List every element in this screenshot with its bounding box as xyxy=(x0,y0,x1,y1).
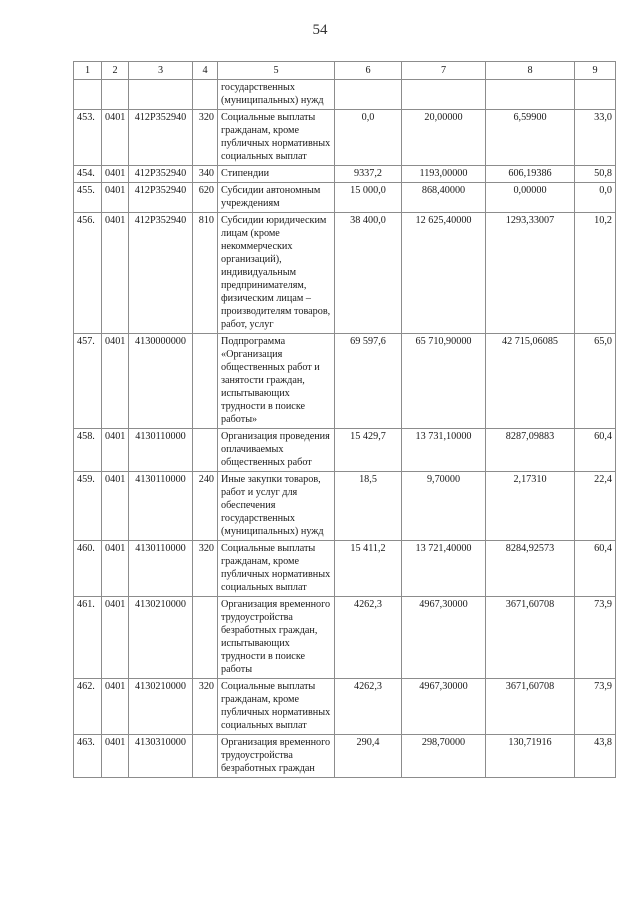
plan-amount-cell: 868,40000 xyxy=(402,183,486,213)
approved-amount-cell: 15 000,0 xyxy=(335,183,402,213)
expense-kind-cell xyxy=(193,334,218,429)
section-code-cell: 0401 xyxy=(102,597,129,679)
executed-amount-cell: 6,59900 xyxy=(486,110,575,166)
execution-percent-cell: 50,8 xyxy=(575,166,616,183)
section-code-cell: 0401 xyxy=(102,110,129,166)
header-cell: 7 xyxy=(402,62,486,80)
item-name-cell: Социальные выплаты гражданам, кроме публичных нормативных социальных выплат xyxy=(218,541,335,597)
executed-amount-cell: 606,19386 xyxy=(486,166,575,183)
header-cell: 3 xyxy=(129,62,193,80)
row-number-cell: 458. xyxy=(74,429,102,472)
row-number-cell: 460. xyxy=(74,541,102,597)
target-code-cell: 4130110000 xyxy=(129,541,193,597)
table-row xyxy=(74,166,616,183)
item-name-cell: Субсидии автономным учреждениям xyxy=(218,183,335,213)
executed-amount-cell: 1293,33007 xyxy=(486,213,575,334)
execution-percent-cell: 10,2 xyxy=(575,213,616,334)
target-code-cell: 4130310000 xyxy=(129,735,193,778)
execution-percent-cell: 0,0 xyxy=(575,183,616,213)
row-number-cell: 456. xyxy=(74,213,102,334)
header-cell: 2 xyxy=(102,62,129,80)
approved-amount-cell: 9337,2 xyxy=(335,166,402,183)
header-cell: 4 xyxy=(193,62,218,80)
plan-amount-cell: 20,00000 xyxy=(402,110,486,166)
row-number-cell: 461. xyxy=(74,597,102,679)
table-row xyxy=(74,541,616,597)
approved-amount-cell: 4262,3 xyxy=(335,679,402,735)
section-code-cell: 0401 xyxy=(102,166,129,183)
plan-amount-cell: 13 721,40000 xyxy=(402,541,486,597)
target-code-cell: 412P352940 xyxy=(129,166,193,183)
plan-amount-cell xyxy=(402,80,486,110)
section-code-cell: 0401 xyxy=(102,183,129,213)
header-cell: 8 xyxy=(486,62,575,80)
executed-amount-cell: 3671,60708 xyxy=(486,597,575,679)
row-number-cell: 455. xyxy=(74,183,102,213)
item-name-cell: Организация проведения оплачиваемых общественных работ xyxy=(218,429,335,472)
executed-amount-cell: 2,17310 xyxy=(486,472,575,541)
expense-kind-cell xyxy=(193,597,218,679)
approved-amount-cell: 18,5 xyxy=(335,472,402,541)
executed-amount-cell: 130,71916 xyxy=(486,735,575,778)
executed-amount-cell: 0,00000 xyxy=(486,183,575,213)
target-code-cell: 4130210000 xyxy=(129,679,193,735)
execution-percent-cell: 33,0 xyxy=(575,110,616,166)
execution-percent-cell: 43,8 xyxy=(575,735,616,778)
approved-amount-cell: 0,0 xyxy=(335,110,402,166)
table-row xyxy=(74,429,616,472)
plan-amount-cell: 1193,00000 xyxy=(402,166,486,183)
item-name-cell: Субсидии юридическим лицам (кроме некоммерческих организаций), индивидуальным предпринимателям, физическим лицам – производителям товаров, работ, услуг xyxy=(218,213,335,334)
row-number-cell: 454. xyxy=(74,166,102,183)
plan-amount-cell: 4967,30000 xyxy=(402,597,486,679)
expense-kind-cell xyxy=(193,429,218,472)
section-code-cell: 0401 xyxy=(102,213,129,334)
execution-percent-cell: 60,4 xyxy=(575,541,616,597)
row-number-cell: 453. xyxy=(74,110,102,166)
executed-amount-cell: 8287,09883 xyxy=(486,429,575,472)
executed-amount-cell xyxy=(486,80,575,110)
item-name-cell: Организация временного трудоустройства безработных граждан, испытывающих трудности в поиске работы xyxy=(218,597,335,679)
plan-amount-cell: 4967,30000 xyxy=(402,679,486,735)
target-code-cell: 4130210000 xyxy=(129,597,193,679)
plan-amount-cell: 13 731,10000 xyxy=(402,429,486,472)
approved-amount-cell xyxy=(335,80,402,110)
table-row xyxy=(74,213,616,334)
target-code-cell: 4130110000 xyxy=(129,429,193,472)
row-number-cell: 459. xyxy=(74,472,102,541)
section-code-cell: 0401 xyxy=(102,429,129,472)
table-row xyxy=(74,679,616,735)
item-name-cell: Организация временного трудоустройства безработных граждан xyxy=(218,735,335,778)
target-code-cell: 412P352940 xyxy=(129,213,193,334)
approved-amount-cell: 4262,3 xyxy=(335,597,402,679)
table-row xyxy=(74,735,616,778)
executed-amount-cell: 3671,60708 xyxy=(486,679,575,735)
item-name-cell: Социальные выплаты гражданам, кроме публичных нормативных социальных выплат xyxy=(218,679,335,735)
execution-percent-cell: 22,4 xyxy=(575,472,616,541)
item-name-cell: Подпрограмма «Организация общественных работ и занятости граждан, испытывающих трудности в поиске работы» xyxy=(218,334,335,429)
expense-kind-cell: 320 xyxy=(193,110,218,166)
executed-amount-cell: 8284,92573 xyxy=(486,541,575,597)
target-code-cell: 412P352940 xyxy=(129,183,193,213)
page-number: 54 xyxy=(312,22,328,38)
execution-percent-cell: 73,9 xyxy=(575,597,616,679)
expense-kind-cell: 620 xyxy=(193,183,218,213)
execution-percent-cell: 60,4 xyxy=(575,429,616,472)
table-row xyxy=(74,334,616,429)
approved-amount-cell: 69 597,6 xyxy=(335,334,402,429)
approved-amount-cell: 15 429,7 xyxy=(335,429,402,472)
executed-amount-cell: 42 715,06085 xyxy=(486,334,575,429)
section-code-cell: 0401 xyxy=(102,541,129,597)
expense-kind-cell xyxy=(193,735,218,778)
expense-kind-cell: 340 xyxy=(193,166,218,183)
table-row xyxy=(74,183,616,213)
row-number-cell: 462. xyxy=(74,679,102,735)
header-row xyxy=(74,62,616,80)
item-name-cell: Стипендии xyxy=(218,166,335,183)
execution-percent-cell xyxy=(575,80,616,110)
section-code-cell: 0401 xyxy=(102,334,129,429)
approved-amount-cell: 15 411,2 xyxy=(335,541,402,597)
section-code-cell: 0401 xyxy=(102,472,129,541)
item-name-cell: Социальные выплаты гражданам, кроме публичных нормативных социальных выплат xyxy=(218,110,335,166)
expense-kind-cell: 810 xyxy=(193,213,218,334)
table-row xyxy=(74,80,616,110)
plan-amount-cell: 12 625,40000 xyxy=(402,213,486,334)
expense-kind-cell: 320 xyxy=(193,541,218,597)
table-row xyxy=(74,472,616,541)
item-name-cell: государственных (муниципальных) нужд xyxy=(218,80,335,110)
expense-kind-cell xyxy=(193,80,218,110)
table-row xyxy=(74,597,616,679)
target-code-cell: 4130110000 xyxy=(129,472,193,541)
budget-table xyxy=(73,61,616,778)
plan-amount-cell: 9,70000 xyxy=(402,472,486,541)
row-number-cell: 463. xyxy=(74,735,102,778)
section-code-cell: 0401 xyxy=(102,679,129,735)
header-cell: 6 xyxy=(335,62,402,80)
approved-amount-cell: 38 400,0 xyxy=(335,213,402,334)
row-number-cell xyxy=(74,80,102,110)
header-cell: 9 xyxy=(575,62,616,80)
target-code-cell: 4130000000 xyxy=(129,334,193,429)
target-code-cell: 412P352940 xyxy=(129,110,193,166)
expense-kind-cell: 240 xyxy=(193,472,218,541)
approved-amount-cell: 290,4 xyxy=(335,735,402,778)
row-number-cell: 457. xyxy=(74,334,102,429)
header-cell: 1 xyxy=(74,62,102,80)
execution-percent-cell: 65,0 xyxy=(575,334,616,429)
header-cell: 5 xyxy=(218,62,335,80)
target-code-cell xyxy=(129,80,193,110)
plan-amount-cell: 298,70000 xyxy=(402,735,486,778)
section-code-cell xyxy=(102,80,129,110)
plan-amount-cell: 65 710,90000 xyxy=(402,334,486,429)
execution-percent-cell: 73,9 xyxy=(575,679,616,735)
section-code-cell: 0401 xyxy=(102,735,129,778)
table-row xyxy=(74,110,616,166)
item-name-cell: Иные закупки товаров, работ и услуг для обеспечения государственных (муниципальных) нужд xyxy=(218,472,335,541)
expense-kind-cell: 320 xyxy=(193,679,218,735)
